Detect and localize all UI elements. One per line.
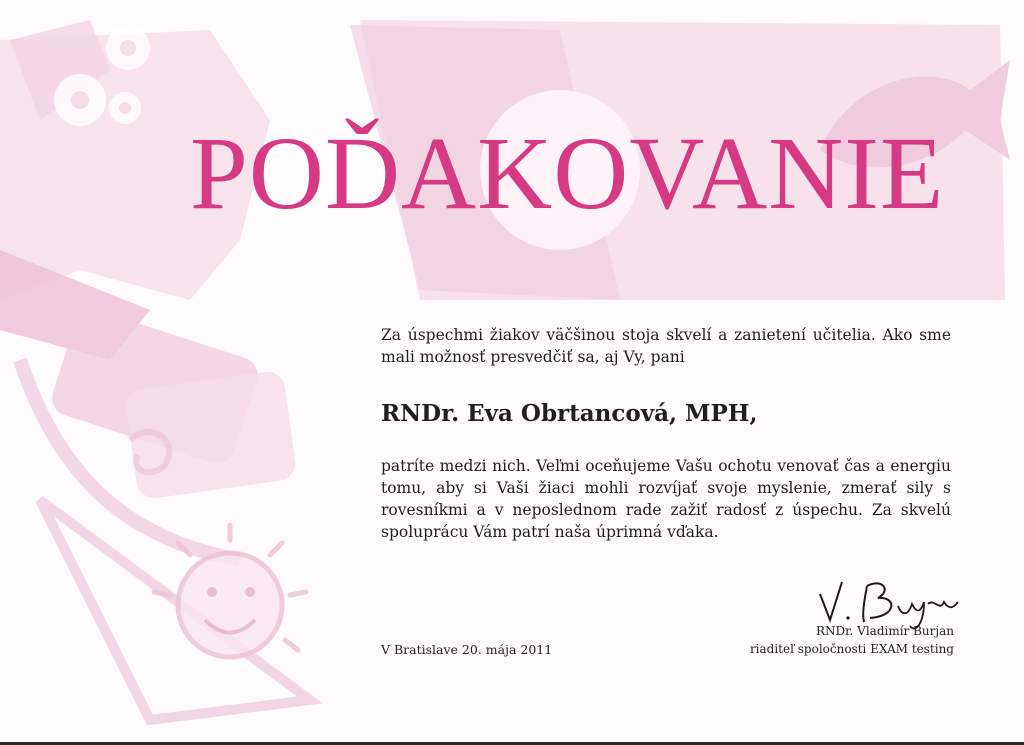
signer-block <box>750 622 954 658</box>
intro-paragraph: Za úspechmi žiakov väčšinou stoja skvelí a zanietení učitelia. Ako sme mali možnosť presvedčiť sa, aj Vy, pani <box>381 326 951 366</box>
certificate-title: POĎAKOVANIE <box>190 116 945 231</box>
signer-role: riaditeľ spoločnosti EXAM testing <box>749 642 954 656</box>
body-paragraph: patríte medzi nich. Veľmi oceňujeme Vašu ochotu venovať čas a energiu tomu, aby si Vaši žiaci mohli rozvíjať svoje myslenie, zmerať sily s rovesníkmi a v neposlednom rade zažiť radosť z úspechu. Za skvelú spoluprácu Vám patrí naša úprimná vďaka. <box>381 457 951 541</box>
signer-name: RNDr. Vladimír Burjan <box>815 624 954 638</box>
place-date: V Bratislave 20. mája 2011 <box>381 642 553 657</box>
recipient-name: RNDr. Eva Obrtancová, MPH, <box>381 400 758 427</box>
smiley-face-icon <box>154 525 306 657</box>
